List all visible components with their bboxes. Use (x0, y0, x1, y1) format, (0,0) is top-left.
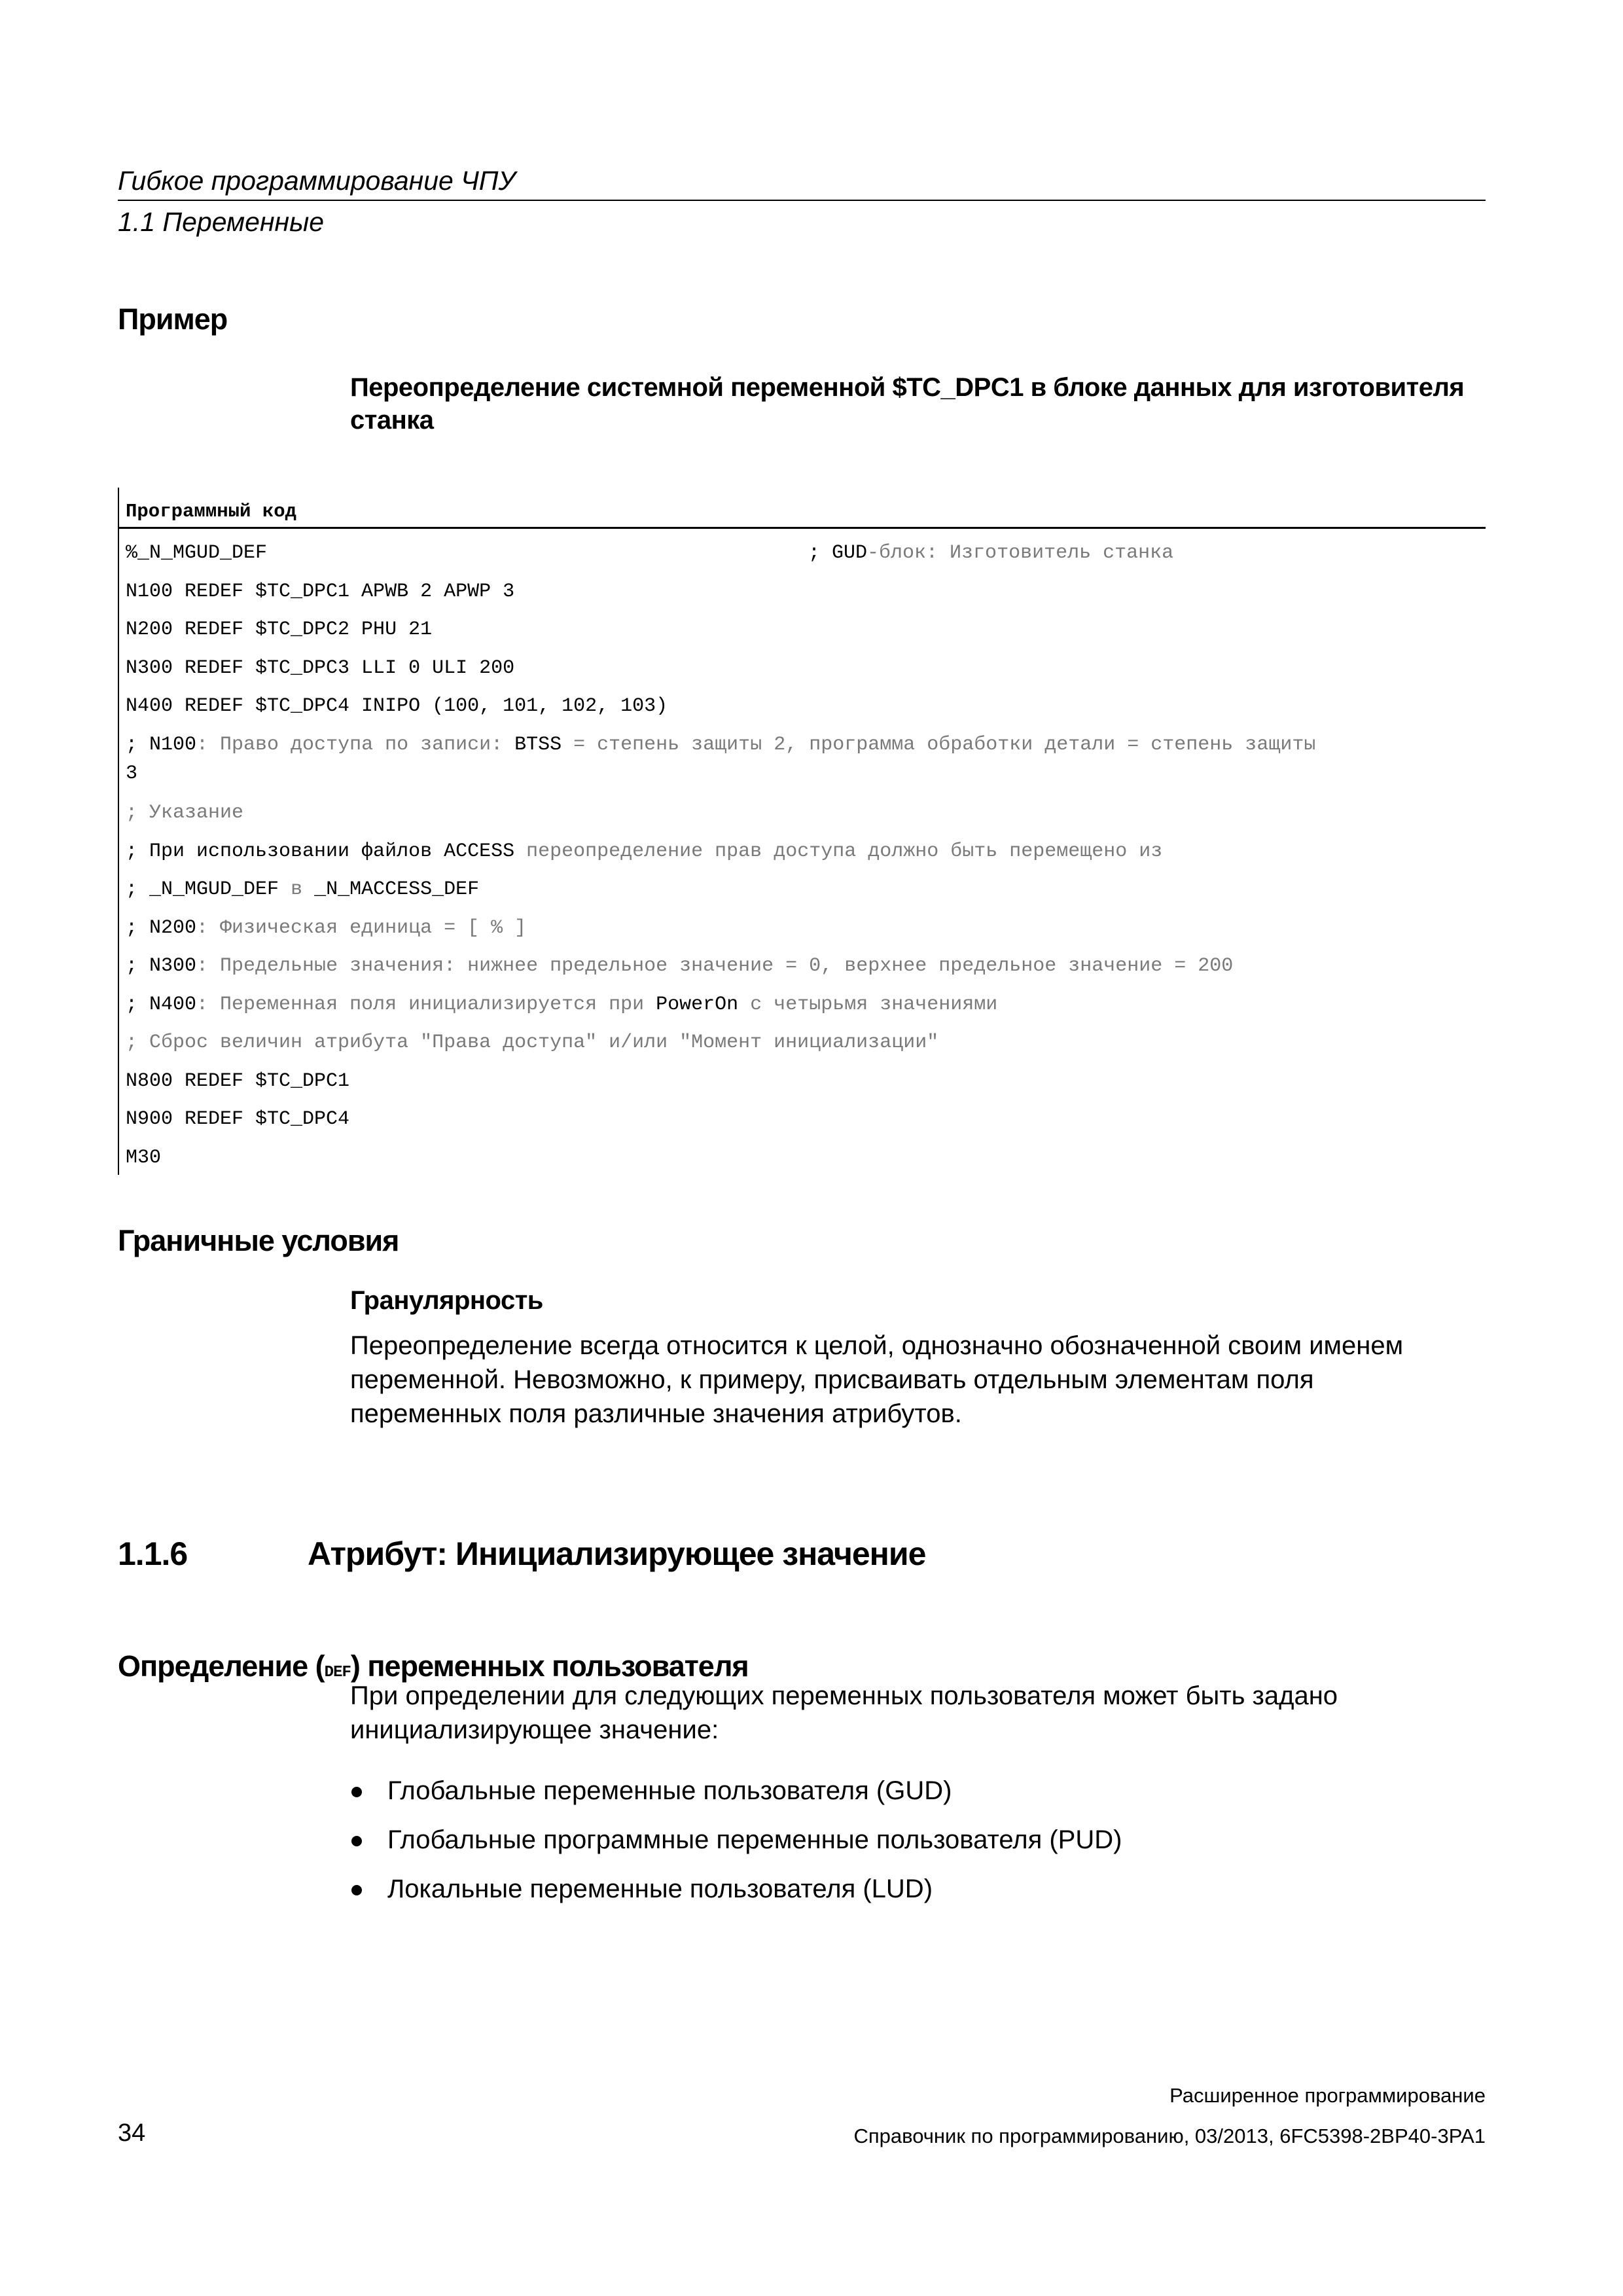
bullet-item: Глобальные переменные пользователя (GUD) (387, 1776, 952, 1805)
section-title: Атрибут: Инициализирующее значение (308, 1535, 926, 1572)
granularity-paragraph (350, 1329, 1403, 1431)
code-line: N300 REDEF $TC_DPC3 LLI 0 ULI 200 (126, 657, 515, 679)
code-comment-n200: ; N200: Физическая единица = [ % ] (126, 917, 527, 939)
example-heading: Пример (118, 302, 228, 336)
granularity-subheading: Гранулярность (350, 1286, 543, 1315)
bullet-item: Глобальные программные переменные пользователя (PUD) (387, 1825, 1122, 1854)
paragraph-line: Переопределение всегда относится к целой, однозначно обозначенной своим именем (350, 1331, 1404, 1360)
code-line: N100 REDEF $TC_DPC1 APWB 2 APWP 3 (126, 581, 515, 603)
code-title: Программный код (126, 501, 297, 522)
paragraph-line: При определении для следующих переменных пользователя может быть задано (350, 1681, 1338, 1710)
code-line: N900 REDEF $TC_DPC4 (126, 1108, 350, 1130)
code-comment-n400: ; N400: Переменная поля инициализируется при PowerOn с четырьмя значениями (126, 994, 998, 1016)
code-comment-reset: ; Сброс величин атрибута "Права доступа" и/или "Момент инициализации" (126, 1031, 939, 1054)
running-header-section: 1.1 Переменные (118, 207, 325, 237)
code-comment-n300: ; N300: Предельные значения: нижнее предельное значение = 0, верхнее предельное значение = 200 (126, 955, 1234, 977)
code-comment-n100-wrap: 3 (126, 762, 138, 785)
code-line: M30 (126, 1147, 162, 1169)
code-line: N400 REDEF $TC_DPC4 INIPO (100, 101, 102, 103) (126, 695, 668, 717)
bullet-icon (351, 1885, 362, 1895)
header-divider (118, 200, 1486, 201)
code-title-rule (118, 527, 1486, 529)
definition-heading: Определение (DEF) переменных пользователя (118, 1649, 749, 1683)
code-line: %_N_MGUD_DEF ; GUD-блок: Изготовитель станка (126, 542, 1174, 564)
definition-paragraph (350, 1679, 1338, 1747)
code-comment-n100: ; N100: Право доступа по записи: BTSS = степень защиты 2, программа обработки детали = степень защиты (126, 734, 1316, 756)
footer-document-info: Справочник по программированию, 03/2013, 6FC5398-2BP40-3PA1 (853, 2125, 1486, 2147)
code-left-border (118, 488, 119, 1175)
example-subheading-line2: станка (350, 406, 434, 435)
code-comment-mgud: ; _N_MGUD_DEF в _N_MACCESS_DEF (126, 878, 480, 901)
code-comment-note: ; Указание (126, 802, 244, 824)
paragraph-line: переменных поля различные значения атрибутов. (350, 1399, 962, 1428)
footer-title: Расширенное программирование (1169, 2084, 1486, 2107)
code-listing (118, 488, 1486, 1175)
boundary-heading: Граничные условия (118, 1224, 399, 1257)
code-comment-access: ; При использовании файлов ACCESS переопределение прав доступа должно быть перемещено из (126, 840, 1163, 863)
bullet-icon (351, 1836, 362, 1846)
code-line: N800 REDEF $TC_DPC1 (126, 1070, 350, 1092)
example-subheading-line1: Переопределение системной переменной $TC_DPC1 в блоке данных для изготовителя (350, 373, 1465, 402)
running-header-chapter: Гибкое программирование ЧПУ (118, 166, 516, 196)
paragraph-line: переменной. Невозможно, к примеру, присваивать отдельным элементам поля (350, 1365, 1314, 1394)
page-number: 34 (118, 2119, 146, 2147)
bullet-item: Локальные переменные пользователя (LUD) (387, 1874, 933, 1903)
paragraph-line: инициализирующее значение: (350, 1715, 719, 1744)
bullet-icon (351, 1787, 362, 1797)
code-line: N200 REDEF $TC_DPC2 PHU 21 (126, 619, 433, 641)
section-number: 1.1.6 (118, 1535, 188, 1572)
